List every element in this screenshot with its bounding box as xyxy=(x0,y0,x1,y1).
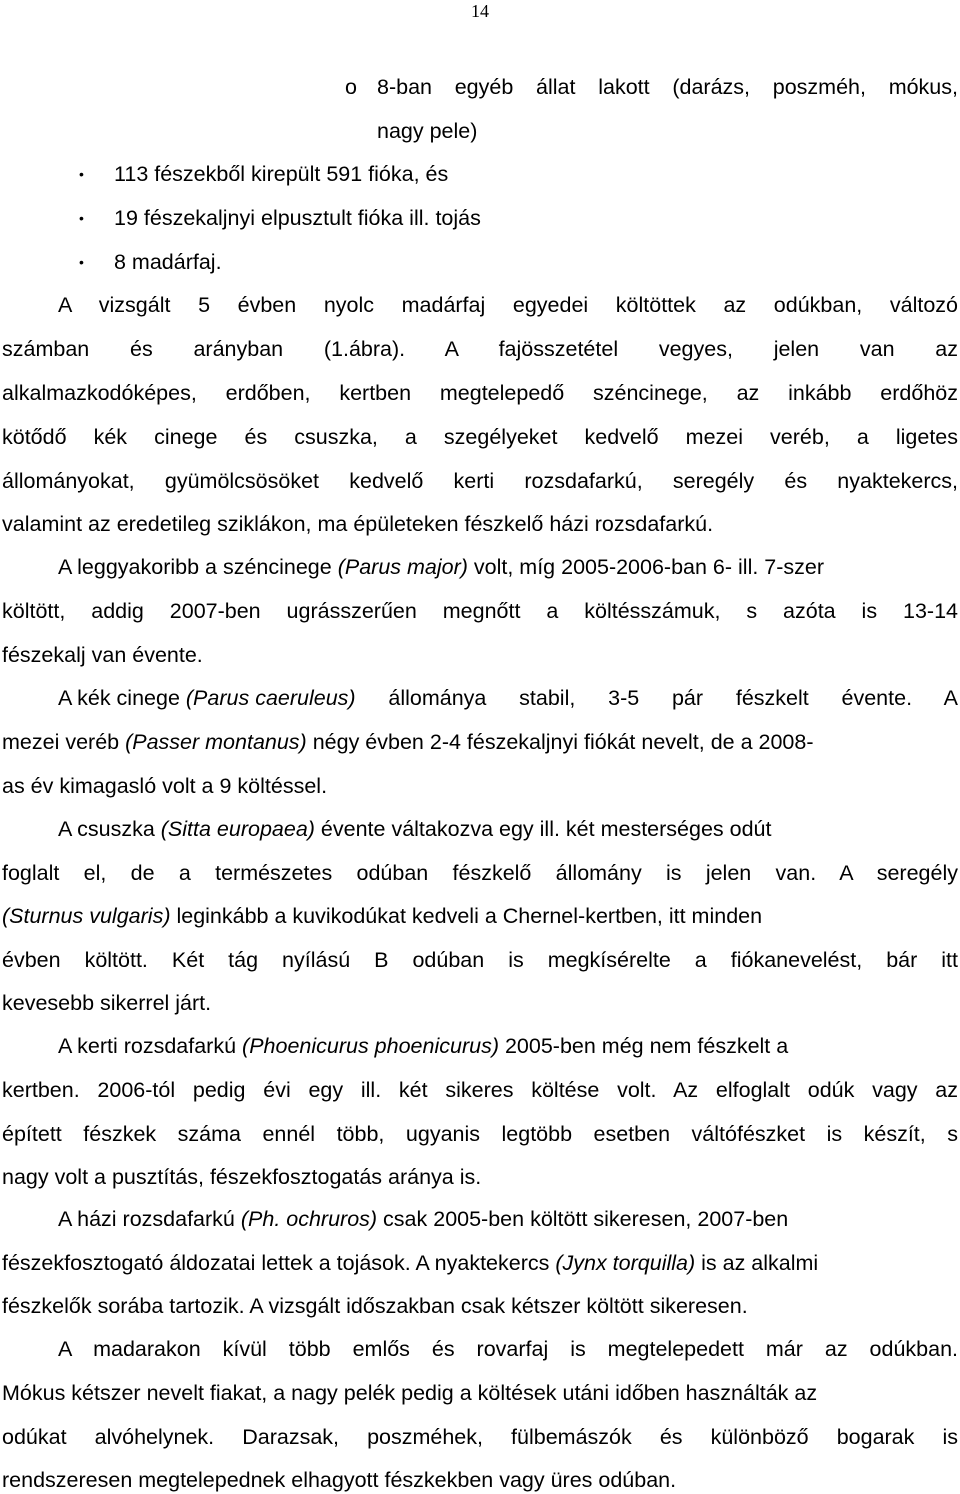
paragraph-line: mezei veréb (Passer montanus) négy évben 2-4 fészekaljnyi fiókát nevelt, de a 2008- xyxy=(2,730,814,754)
sub-bullet-marker: o xyxy=(345,75,357,99)
paragraph-line: fészkelők sorába tartozik. A vizsgált időszakban csak kétszer költött sikeresen. xyxy=(2,1294,748,1318)
paragraph-line: nagy volt a pusztítás, fészekfosztogatás aránya is. xyxy=(2,1165,482,1189)
paragraph-line: (Sturnus vulgaris) leginkább a kuvikodúkat kedveli a Chernel-kertben, itt minden xyxy=(2,904,763,928)
paragraph-line: A vizsgált 5 évben nyolc madárfaj egyedei költöttek az odúkban, változó xyxy=(58,293,958,317)
paragraph-line: számban és arányban (1.ábra). A fajösszetétel vegyes, jelen van az xyxy=(2,337,958,361)
bullet-marker: • xyxy=(79,210,84,226)
species-name: (Passer montanus) xyxy=(125,730,307,754)
paragraph-line: épített fészkek száma ennél több, ugyanis legtöbb esetben váltófészket is készít, s xyxy=(2,1122,958,1146)
bullet-item: 8 madárfaj. xyxy=(114,250,222,274)
bullet-item: 113 fészekből kirepült 591 fióka, és xyxy=(114,162,449,186)
sub-bullet-line-2: nagy pele) xyxy=(377,119,478,143)
bullet-marker: • xyxy=(79,166,84,182)
species-name: (Parus caeruleus) xyxy=(185,686,356,710)
paragraph-line: állományokat, gyümölcsösöket kedvelő kerti rozsdafarkú, seregély és nyaktekercs, xyxy=(2,469,958,493)
paragraph-line: kevesebb sikerrel járt. xyxy=(2,991,212,1015)
species-name: (Ph. ochruros) xyxy=(240,1207,378,1231)
paragraph-line: Mókus kétszer nevelt fiakat, a nagy pelék pedig a költések utáni időben használták az xyxy=(2,1381,818,1405)
paragraph-line: kötődő kék cinege és csuszka, a szegélyeket kedvelő mezei veréb, a ligetes xyxy=(2,425,958,449)
paragraph-line: A leggyakoribb a széncinege (Parus major) volt, míg 2005-2006-ban 6- ill. 7-szer xyxy=(58,555,825,579)
paragraph-line: fészekalj van évente. xyxy=(2,643,203,667)
paragraph-line: alkalmazkodóképes, erdőben, kertben megtelepedő széncinege, az inkább erdőhöz xyxy=(2,381,958,405)
bullet-marker: • xyxy=(79,254,84,270)
paragraph-line: A házi rozsdafarkú (Ph. ochruros) csak 2005-ben költött sikeresen, 2007-ben xyxy=(58,1207,789,1231)
paragraph-line: rendszeresen megtelepednek elhagyott fészkekben vagy üres odúban. xyxy=(2,1468,677,1492)
bullet-item: 19 fészekaljnyi elpusztult fióka ill. tojás xyxy=(114,206,481,230)
paragraph-line: A csuszka (Sitta europaea) évente váltakozva egy ill. két mesterséges odút xyxy=(58,817,772,841)
species-name: (Sturnus vulgaris) xyxy=(2,904,171,928)
paragraph-line: foglalt el, de a természetes odúban fészkelő állomány is jelen van. A seregély xyxy=(2,861,958,885)
paragraph-line: fészekfosztogató áldozatai lettek a tojások. A nyaktekercs (Jynx torquilla) is az alkalmi xyxy=(2,1251,819,1275)
species-name: (Phoenicurus phoenicurus) xyxy=(242,1034,499,1058)
paragraph-line: kertben. 2006-tól pedig évi egy ill. két sikeres költése volt. Az elfoglalt odúk vagy az xyxy=(2,1078,958,1102)
paragraph-line: évben költött. Két tág nyílású B odúban is megkísérelte a fiókanevelést, bár itt xyxy=(2,948,958,972)
paragraph-line: A kerti rozsdafarkú (Phoenicurus phoenicurus) 2005-ben még nem fészkelt a xyxy=(58,1034,789,1058)
species-name: (Parus major) xyxy=(337,555,468,579)
species-name: (Jynx torquilla) xyxy=(555,1251,696,1275)
paragraph-line: odúkat alvóhelynek. Darazsak, poszméhek, fülbemászók és különböző bogarak is xyxy=(2,1425,958,1449)
page-number: 14 xyxy=(471,1,489,21)
paragraph-line: költött, addig 2007-ben ugrásszerűen megnőtt a költésszámuk, s azóta is 13-14 xyxy=(2,599,958,623)
paragraph-line: valamint az eredetileg sziklákon, ma épületeken fészkelő házi rozsdafarkú. xyxy=(2,512,714,536)
paragraph-line: A madarakon kívül több emlős és rovarfaj is megtelepedett már az odúkban. xyxy=(58,1337,958,1361)
species-name: (Sitta europaea) xyxy=(160,817,315,841)
paragraph-line: A kék cinege (Parus caeruleus) állománya stabil, 3-5 pár fészkelt évente. A xyxy=(58,686,958,710)
paragraph-line: as év kimagasló volt a 9 költéssel. xyxy=(2,774,328,798)
sub-bullet-line-1: 8-ban egyéb állat lakott (darázs, poszméh, mókus, xyxy=(377,75,958,99)
